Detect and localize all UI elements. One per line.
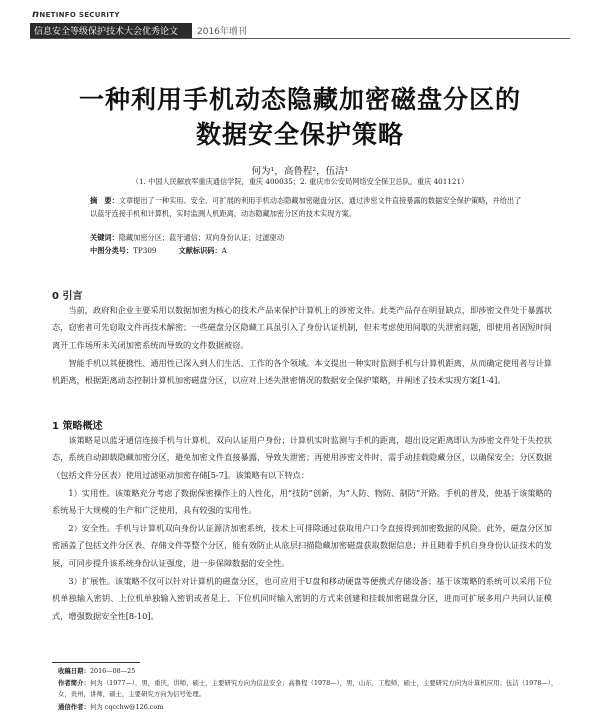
received-label: 收稿日期： — [58, 667, 90, 675]
section-heading-overview: 1 策略概述 — [52, 421, 103, 432]
journal-issue: 2016年增刊 — [197, 27, 247, 37]
doc-code-label: 文献标识码： — [178, 246, 222, 255]
paragraph: 1）实用性。该策略充分考虑了数据保密操作上的人性化，用“技防”创新，为“人防、物防、制防”开路。手机的普及，使基于该策略的系统易于大规模的生产和广泛使用，具有较强的实用性。 — [52, 488, 552, 516]
footnote-rule — [52, 662, 140, 663]
bio-label: 作者简介： — [58, 679, 90, 687]
article-title-line-1: 一种利用手机动态隐藏加密磁盘分区的 — [78, 85, 521, 114]
paragraph: 智能手机以其便携性、通用性已深入到人们生活、工作的各个领域。本文提出一种实时监测手机与计算机距离，从而确定使用者与计算机距离，根据距离动态控制计算机加密磁盘分区，以应对上述失泄密情况的数据安全保护策略，并阐述了技术实现方案[1-4]。 — [52, 358, 552, 386]
received-date — [58, 666, 558, 677]
author-list: 何为¹，高鲁程²，伍洁¹ — [251, 166, 349, 177]
contact-value: 何为 cqcchw@126.com — [89, 703, 164, 711]
abstract-label: 摘 要： — [90, 196, 119, 205]
keywords-label: 关键词： — [90, 233, 119, 242]
class-value: TP309 — [133, 246, 157, 255]
paragraph: 2）安全性。手机与计算机双向身份认证源济加密系统，技术上可排除通过获取用户口令直接得到加密数据的风险。此外，磁盘分区加密涵盖了包括文件分区表、存储文件等整个分区，能有效防止从底层扫描隐藏加密磁盘获取数据信息；并且随着手机自身身份认证技术的发展，可同步提升该系统身份认证强度，进一步保障数据的安全性。 — [52, 523, 552, 568]
class-label: 中图分类号： — [90, 246, 134, 255]
affiliations: （1. 中国人民解放军重庆通信学院，重庆 400035；2. 重庆市公安局网络安全保卫总队，重庆 401121） — [131, 177, 469, 186]
journal-logo: nNETINFO SECURITY — [32, 9, 120, 20]
paragraph: 3）扩展性。该策略不仅可以针对计算机的磁盘分区，也可应用于U盘和移动硬盘等便携式存储设备；基于该策略的系统可以采用下位机单独输入密钥、上位机单独输入密钥或者是上、下位机同时输入密钥的方式来创建和挂载加密磁盘分区，进而可扩展多用户共同认证模式，增强数据安全性[8-10]。 — [52, 576, 552, 621]
classification — [90, 245, 522, 258]
section-heading-intro: 0 引言 — [52, 291, 83, 302]
author-bio — [58, 678, 558, 700]
paragraph: 该策略是以蓝牙通信连接手机与计算机，双向认证用户身份；计算机实时监测与手机的距离，超出设定距离即认为涉密文件处于失控状态，系统自动卸载隐藏加密分区，避免加密文件直接暴露，导致失泄密；再使用涉密文件时，需手动挂载隐藏分区，以确保安全；分区数据（包括文件分区表）使用过滤驱动加密存储[5-7]。该策略有以下特点： — [52, 435, 552, 480]
doc-code-value: A — [221, 246, 227, 255]
abstract-text: 文章提出了一种实用、安全、可扩展的利用手机动态隐藏加密磁盘分区，通过涉密文件直接暴露的数据安全保护策略，并给出了以蓝牙连接手机和计算机，实时监测人机距离，动态隐藏加密分区的技术实现方案。 — [90, 196, 522, 218]
journal-header — [0, 0, 600, 42]
keywords-text: 隐藏加密分区；蓝牙通信；双向身份认证；过滤驱动 — [118, 233, 285, 242]
received-value: 2016—08—25 — [89, 667, 136, 675]
abstract — [90, 195, 522, 220]
keywords — [90, 232, 522, 245]
journal-name: 信息安全等级保护技术大会优秀论文 — [34, 27, 179, 37]
contact-label: 通信作者： — [58, 703, 90, 711]
article-title-line-2: 数据安全保护策略 — [195, 120, 404, 149]
header-rule — [30, 38, 570, 39]
corresponding-author — [58, 702, 558, 713]
paragraph: 当前，政府和企业主要采用以数据加密为核心的技术产品来保护计算机上的涉密文件。此类产品存在明显缺点，即涉密文件处于暴露状态，窃密者可先窃取文件再技术解密；一些磁盘分区隐藏工具虽引入了身份认证机制，但未考虑使用间歇的失泄密问题，即使用者因短时间离开工作场所未关闭加密系统而导致的文件数据被窃。 — [52, 305, 552, 350]
bio-text: 何为（1977—），男，重庆，讲师，硕士，主要研究方向为信息安全；高鲁程（1978—），男，山东，工程师，硕士，主要研究方向为计算机应用；伍洁（1978—），女，贵州，讲师，硕士，主要研究方向为信号处理。 — [58, 679, 558, 698]
